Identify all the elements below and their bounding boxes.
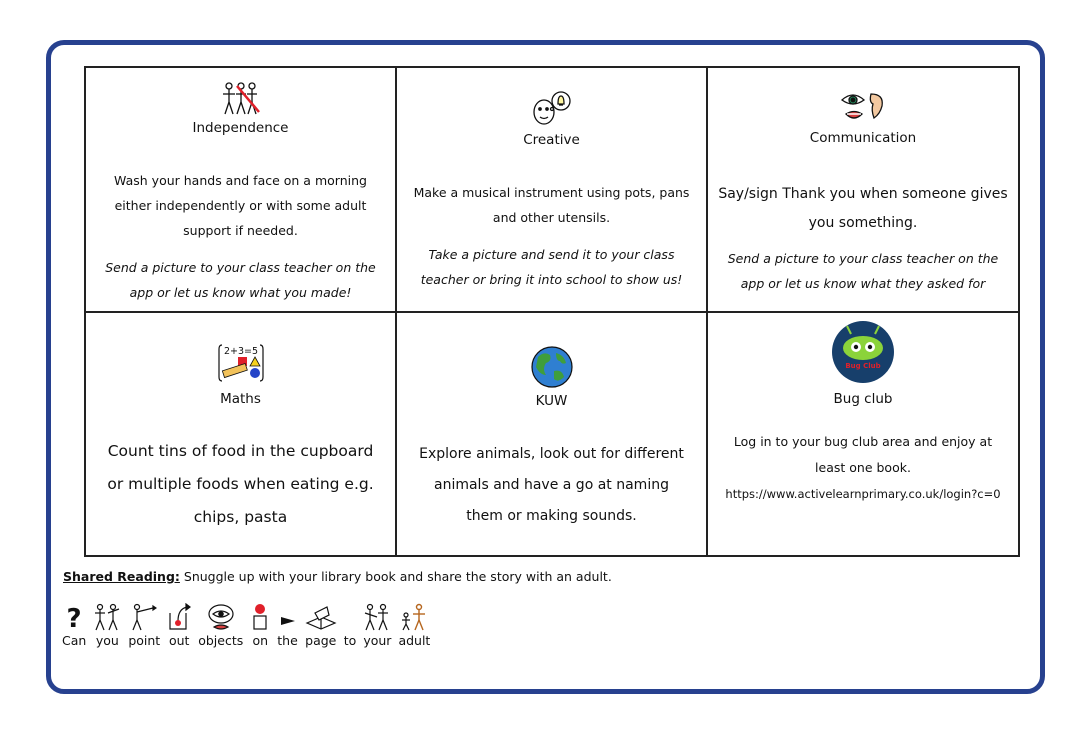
svg-text:?: ? [66, 604, 82, 631]
symbol-word: you [93, 603, 121, 648]
card-title: Independence [192, 120, 289, 136]
adult-child-icon [400, 603, 428, 631]
card-title: Bug club [833, 391, 893, 407]
card-independence [86, 68, 397, 313]
card-bug-club [708, 313, 1018, 555]
out-arrow-icon [167, 603, 191, 631]
maths-icon [218, 343, 264, 383]
open-book-icon [305, 603, 337, 631]
activity-grid [84, 66, 1020, 557]
the-pointer-icon [278, 603, 298, 631]
bug-club-logo-icon [831, 320, 895, 384]
card-title: Communication [809, 130, 917, 146]
symbol-word: ? Can [62, 604, 87, 648]
on-block-icon [250, 603, 270, 631]
to-blank-icon [344, 603, 356, 631]
card-body: Log in to your bug club area and enjoy at least one book. https://www.activelearnprimary.co.uk/login?c=0 [714, 429, 1012, 507]
pointing-person-icon [131, 603, 157, 631]
symbol-word: objects [198, 603, 243, 648]
symbol-word: out [167, 603, 191, 648]
card-maths [86, 313, 397, 555]
symbol-word: to [344, 603, 357, 648]
symbol-sentence [62, 603, 437, 648]
bug-club-link[interactable]: https://www.activelearnprimary.co.uk/login?c=0 [725, 487, 1001, 501]
card-body: Count tins of food in the cupboard or multiple foods when eating e.g. chips, pasta [107, 442, 374, 526]
card-body: Wash your hands and face on a morning either independently or with some adult support if needed. Send a picture to your class teacher on the app or let us know what you made! [105, 173, 376, 300]
card-body: Explore animals, look out for different animals and have a go at naming them or making sounds. [419, 446, 684, 524]
card-creative [397, 68, 708, 313]
two-people-icon [93, 603, 121, 631]
symbol-word: the [277, 603, 298, 648]
objects-eye-icon [206, 603, 236, 631]
eye-ear-mouth-icon [840, 90, 886, 124]
shared-reading-label: Shared Reading: [63, 569, 180, 584]
card-kuw [397, 313, 708, 555]
symbol-word: adult [398, 603, 430, 648]
question-mark-icon [65, 603, 83, 631]
your-people-icon [363, 603, 391, 631]
shared-reading-text: Snuggle up with your library book and share the story with an adult. [183, 569, 612, 584]
symbol-word: point [128, 603, 160, 648]
card-title: Creative [523, 132, 580, 148]
card-title: Maths [220, 391, 261, 407]
svg-text:Bug Club: Bug Club [845, 362, 881, 370]
symbol-word: your [363, 603, 391, 648]
card-communication [708, 68, 1018, 313]
svg-text:2+3=5: 2+3=5 [223, 346, 258, 357]
people-independence-icon [221, 82, 261, 116]
shared-reading [63, 569, 612, 584]
card-title: KUW [535, 393, 568, 409]
globe-icon [530, 345, 574, 389]
card-body: Say/sign Thank you when someone gives you something. Send a picture to your class teacher on the app or let us know what they asked for [718, 186, 1008, 291]
card-body: Make a musical instrument using pots, pans and other utensils. Take a picture and send it to your class teacher or bring it into school to show us! [413, 185, 690, 287]
symbol-word: on [250, 603, 270, 648]
thinking-head-icon [530, 90, 574, 126]
symbol-word: page [305, 603, 337, 648]
